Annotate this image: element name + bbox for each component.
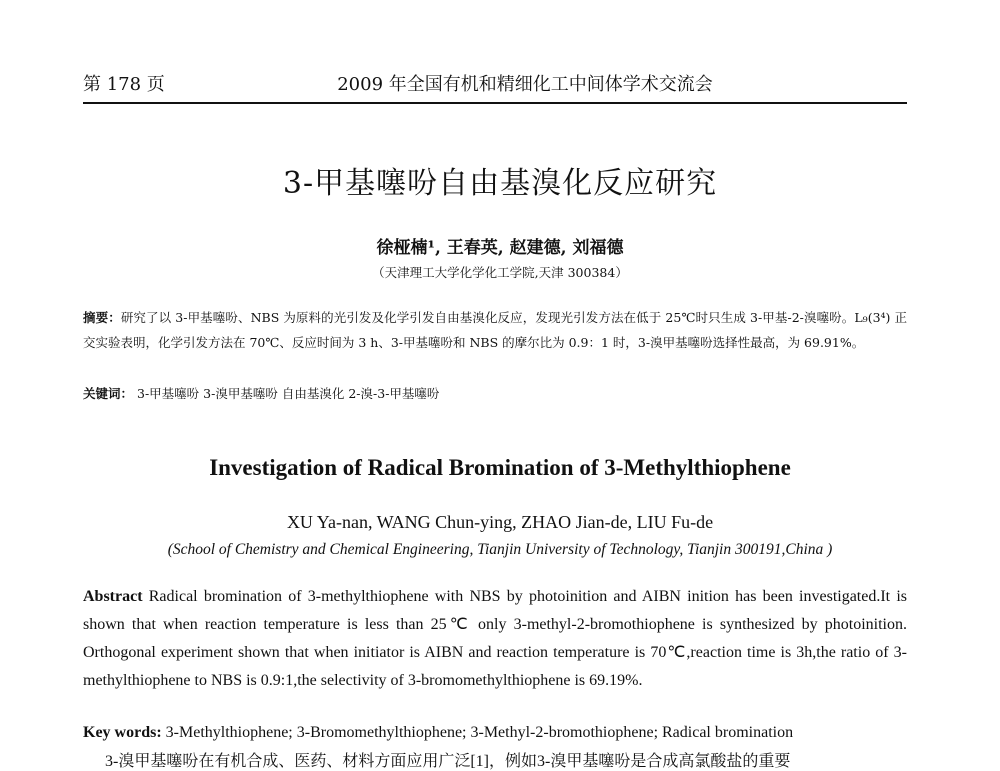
english-keywords-label: Key words:	[83, 724, 162, 741]
keyword: 3-溴甲基噻吩	[203, 386, 278, 401]
chinese-keywords-label: 关键词：	[83, 386, 134, 401]
chinese-keywords	[83, 384, 907, 402]
chinese-abstract	[83, 305, 907, 355]
english-keywords	[83, 724, 907, 742]
english-affiliation: (School of Chemistry and Chemical Engineering, Tianjin University of Technology, Tianjin 300191,China )	[167, 541, 833, 558]
chinese-abstract-label: 摘要：	[83, 310, 121, 325]
conference-title: 2009 年全国有机和精细化工中间体学术交流会	[337, 74, 713, 95]
keyword: 3-甲基噻吩	[137, 386, 200, 401]
english-title: Investigation of Radical Bromination of 3-Methylthiophene	[209, 455, 791, 480]
keyword: 2-溴-3-甲基噻吩	[348, 386, 440, 401]
english-abstract-label: Abstract	[83, 588, 143, 605]
chinese-authors: 徐桠楠¹, 王春英, 赵建德, 刘福德	[376, 238, 624, 258]
english-abstract-text: Radical bromination of 3-methylthiophene with NBS by photoinition and AIBN inition has been investigated.It is shown that when reaction temperature is less than 25℃ only 3-methyl-2-bromothiophene is synthesized by photoinition. Orthogonal experiment shown that when initiator is AIBN and reaction temperature is 70℃,reaction time is 3h,the ratio of 3-methylthiophene to NBS is 0.9:1,the selectivity of 3-bromomethylthiophene is 69.19%.	[83, 588, 907, 689]
header-rule	[83, 102, 907, 104]
chinese-abstract-text: 研究了以 3-甲基噻吩、NBS 为原料的光引发及化学引发自由基溴化反应，发现光引发方法在低于 25℃时只生成 3-甲基-2-溴噻吩。L₉(3⁴) 正交实验表明，化学引发方法在 70℃、反应时间为 3 h、3-甲基噻吩和 NBS 的摩尔比为 0.9：1 时，3-溴甲基噻吩选择性最高，为 69.91%。	[83, 310, 907, 350]
keyword: 自由基溴化	[281, 386, 345, 401]
english-authors: XU Ya-nan, WANG Chun-ying, ZHAO Jian-de, LIU Fu-de	[286, 512, 714, 532]
english-keywords-text: 3-Methylthiophene; 3-Bromomethylthiophene; 3-Methyl-2-bromothiophene; Radical bromination	[165, 724, 794, 741]
english-abstract	[83, 583, 907, 695]
chinese-affiliation: （天津理工大学化学化工学院,天津 300384）	[372, 265, 628, 280]
page-number: 第 178 页	[83, 74, 165, 95]
chinese-title: 3-甲基噻吩自由基溴化反应研究	[282, 166, 718, 201]
body-text-line: 3-溴甲基噻吩在有机合成、医药、材料方面应用广泛[1]，例如3-溴甲基噻吩是合成高氯酸盐的重要	[105, 753, 791, 770]
